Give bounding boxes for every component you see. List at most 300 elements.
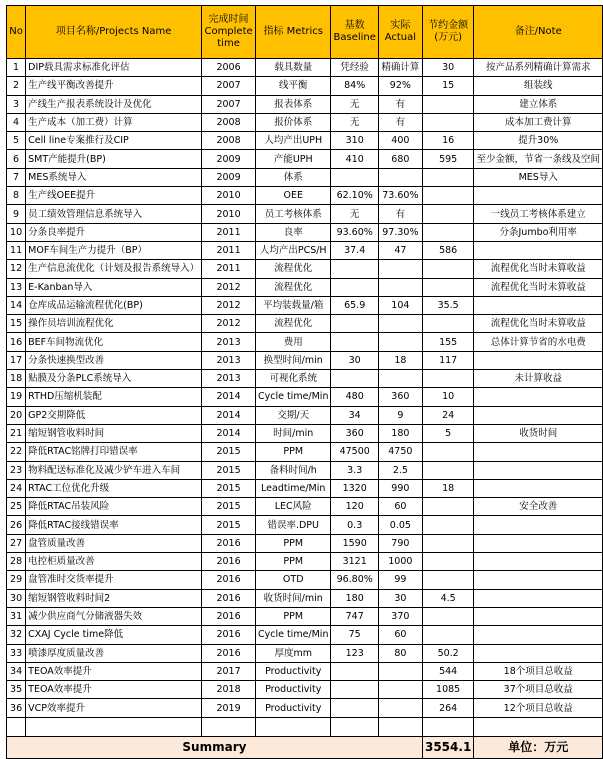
cell-actual — [378, 260, 422, 278]
cell-actual: 60 — [378, 498, 422, 516]
cell-project-name: BEF车间物流优化 — [26, 333, 202, 351]
cell-note: 按产品系列精确计算需求 — [474, 59, 603, 77]
cell-no: 22 — [7, 443, 26, 461]
table-row — [7, 406, 603, 424]
cell-complete-time: 2008 — [202, 132, 256, 150]
cell-project-name: 生产线OEE提升 — [26, 187, 202, 205]
cell-no: 2 — [7, 77, 26, 95]
cell-complete-time: 2019 — [202, 699, 256, 717]
cell-metric: 换型时间/min — [255, 351, 331, 369]
cell-saving — [422, 607, 474, 625]
cell-saving — [422, 534, 474, 552]
table-row — [7, 644, 603, 662]
cell-actual: 有 — [378, 113, 422, 131]
cell-saving — [422, 95, 474, 113]
cell-metric: 错误率.DPU — [255, 516, 331, 534]
cell-no: 24 — [7, 479, 26, 497]
blank-cell — [202, 717, 256, 736]
cell-baseline — [331, 370, 378, 388]
cell-note — [474, 644, 603, 662]
cell-baseline — [331, 699, 378, 717]
cell-no: 6 — [7, 150, 26, 168]
cell-saving — [422, 370, 474, 388]
cell-no: 36 — [7, 699, 26, 717]
cell-metric: 员工考核体系 — [255, 205, 331, 223]
cell-no: 10 — [7, 223, 26, 241]
cell-note — [474, 187, 603, 205]
cell-no: 12 — [7, 260, 26, 278]
cell-complete-time: 2015 — [202, 461, 256, 479]
cell-no: 4 — [7, 113, 26, 131]
cell-baseline: 62.10% — [331, 187, 378, 205]
cell-no: 21 — [7, 424, 26, 442]
cell-saving: 50.2 — [422, 644, 474, 662]
cell-no: 9 — [7, 205, 26, 223]
cell-complete-time: 2016 — [202, 607, 256, 625]
cell-baseline: 3.3 — [331, 461, 378, 479]
cell-no: 28 — [7, 553, 26, 571]
cell-note: 37个项目总收益 — [474, 681, 603, 699]
cell-saving: 595 — [422, 150, 474, 168]
cell-complete-time: 2006 — [202, 59, 256, 77]
cell-saving — [422, 626, 474, 644]
cell-actual — [378, 278, 422, 296]
header-complete-time: 完成时间 Complete time — [202, 6, 256, 59]
cell-project-name: GP2交期降低 — [26, 406, 202, 424]
cell-no: 18 — [7, 370, 26, 388]
cell-baseline — [331, 333, 378, 351]
cell-project-name: 降低RTAC吊装风险 — [26, 498, 202, 516]
cell-complete-time: 2013 — [202, 333, 256, 351]
cell-project-name: RTHD压缩机装配 — [26, 388, 202, 406]
cell-complete-time: 2017 — [202, 662, 256, 680]
cell-actual: 30 — [378, 589, 422, 607]
cell-note: 总体计算节省的水电费 — [474, 333, 603, 351]
table-row — [7, 370, 603, 388]
cell-baseline: 310 — [331, 132, 378, 150]
cell-metric: 人均产出PCS/H — [255, 241, 331, 259]
cell-saving: 15 — [422, 77, 474, 95]
cell-metric: 流程优化 — [255, 260, 331, 278]
cell-metric: PPM — [255, 607, 331, 625]
cell-baseline — [331, 168, 378, 186]
cell-actual: 0.05 — [378, 516, 422, 534]
cell-note: 安全改善 — [474, 498, 603, 516]
cell-actual: 2.5 — [378, 461, 422, 479]
table-row — [7, 333, 603, 351]
cell-metric: 载具数量 — [255, 59, 331, 77]
cell-complete-time: 2016 — [202, 644, 256, 662]
cell-saving: 16 — [422, 132, 474, 150]
cell-actual: 360 — [378, 388, 422, 406]
cell-actual: 680 — [378, 150, 422, 168]
cell-actual: 97.30% — [378, 223, 422, 241]
cell-metric: 流程优化 — [255, 278, 331, 296]
cell-actual: 99 — [378, 571, 422, 589]
cell-complete-time: 2011 — [202, 241, 256, 259]
cell-no: 23 — [7, 461, 26, 479]
cell-saving: 1085 — [422, 681, 474, 699]
cell-complete-time: 2007 — [202, 95, 256, 113]
cell-actual: 80 — [378, 644, 422, 662]
cell-actual: 精确计算 — [378, 59, 422, 77]
cell-complete-time: 2014 — [202, 406, 256, 424]
blank-cell — [7, 717, 26, 736]
cell-metric: OEE — [255, 187, 331, 205]
table-row — [7, 589, 603, 607]
cell-metric: Cycle time/Min — [255, 626, 331, 644]
cell-metric: 收货时间/min — [255, 589, 331, 607]
cell-note: 流程优化当时未算收益 — [474, 260, 603, 278]
table-row — [7, 461, 603, 479]
cell-baseline: 37.4 — [331, 241, 378, 259]
cell-note — [474, 607, 603, 625]
cell-no: 20 — [7, 406, 26, 424]
cell-note: 分条Jumbo利用率 — [474, 223, 603, 241]
cell-project-name: 产线生产报表系统设计及优化 — [26, 95, 202, 113]
header-saving: 节约金额 (万元) — [422, 6, 474, 59]
table-row — [7, 388, 603, 406]
cell-project-name: TEOA效率提升 — [26, 681, 202, 699]
cell-baseline: 30 — [331, 351, 378, 369]
cell-no: 29 — [7, 571, 26, 589]
cell-saving: 24 — [422, 406, 474, 424]
cell-metric: Productivity — [255, 681, 331, 699]
cell-actual — [378, 333, 422, 351]
cell-baseline: 75 — [331, 626, 378, 644]
cell-baseline: 34 — [331, 406, 378, 424]
table-row — [7, 113, 603, 131]
table-row — [7, 205, 603, 223]
cell-actual: 有 — [378, 95, 422, 113]
table-row — [7, 315, 603, 333]
cell-metric: 备料时间/h — [255, 461, 331, 479]
cell-saving — [422, 278, 474, 296]
cell-note — [474, 479, 603, 497]
cell-no: 34 — [7, 662, 26, 680]
table-row — [7, 534, 603, 552]
cell-note: 18个项目总收益 — [474, 662, 603, 680]
cell-no: 13 — [7, 278, 26, 296]
blank-cell — [26, 717, 202, 736]
cell-saving — [422, 461, 474, 479]
blank-cell — [255, 717, 331, 736]
table-row — [7, 132, 603, 150]
cell-complete-time: 2014 — [202, 424, 256, 442]
cell-complete-time: 2016 — [202, 589, 256, 607]
cell-project-name: 员工绩效管理信息系统导入 — [26, 205, 202, 223]
cell-project-name: DIP载具需求标准化评估 — [26, 59, 202, 77]
cell-note — [474, 351, 603, 369]
cell-complete-time: 2012 — [202, 315, 256, 333]
cell-saving: 264 — [422, 699, 474, 717]
table-row — [7, 223, 603, 241]
cell-note: 建立体系 — [474, 95, 603, 113]
cell-actual — [378, 370, 422, 388]
table-row — [7, 296, 603, 314]
cell-no: 25 — [7, 498, 26, 516]
cell-metric: PPM — [255, 553, 331, 571]
cell-project-name: 操作员培训流程优化 — [26, 315, 202, 333]
cell-no: 26 — [7, 516, 26, 534]
cell-saving: 18 — [422, 479, 474, 497]
cell-metric: PPM — [255, 534, 331, 552]
cell-complete-time: 2012 — [202, 296, 256, 314]
cell-complete-time: 2012 — [202, 278, 256, 296]
cell-metric: LEC风险 — [255, 498, 331, 516]
cell-note — [474, 571, 603, 589]
cell-baseline: 无 — [331, 95, 378, 113]
table-row — [7, 260, 603, 278]
cell-baseline: 无 — [331, 205, 378, 223]
cell-saving: 5 — [422, 424, 474, 442]
summary-total: 3554.1 — [422, 736, 474, 758]
header-actual: 实际 Actual — [378, 6, 422, 59]
header-baseline: 基数 Baseline — [331, 6, 378, 59]
cell-note: 成本加工费计算 — [474, 113, 603, 131]
summary-row — [7, 736, 603, 758]
cell-saving — [422, 113, 474, 131]
blank-cell — [378, 717, 422, 736]
table-row — [7, 187, 603, 205]
cell-metric: 报表体系 — [255, 95, 331, 113]
cell-no: 17 — [7, 351, 26, 369]
table-row — [7, 681, 603, 699]
table-row — [7, 626, 603, 644]
cell-complete-time: 2016 — [202, 626, 256, 644]
cell-project-name: 分条快速换型改善 — [26, 351, 202, 369]
table-row — [7, 553, 603, 571]
cell-note — [474, 516, 603, 534]
cell-complete-time: 2013 — [202, 370, 256, 388]
cell-project-name: 缩短钢管收料时间2 — [26, 589, 202, 607]
cell-metric: 良率 — [255, 223, 331, 241]
cell-actual: 180 — [378, 424, 422, 442]
cell-complete-time: 2013 — [202, 351, 256, 369]
cell-note — [474, 406, 603, 424]
cell-baseline: 84% — [331, 77, 378, 95]
cell-actual — [378, 168, 422, 186]
cell-project-name: VCP效率提升 — [26, 699, 202, 717]
cell-baseline: 123 — [331, 644, 378, 662]
cell-actual — [378, 662, 422, 680]
cell-actual: 370 — [378, 607, 422, 625]
cell-actual: 4750 — [378, 443, 422, 461]
cell-saving — [422, 516, 474, 534]
cell-note — [474, 589, 603, 607]
cell-project-name: 贴膜及分条PLC系统导入 — [26, 370, 202, 388]
cell-no: 14 — [7, 296, 26, 314]
cell-complete-time: 2015 — [202, 516, 256, 534]
cell-metric: 流程优化 — [255, 315, 331, 333]
table-row — [7, 424, 603, 442]
cell-baseline: 1320 — [331, 479, 378, 497]
cell-metric: 体系 — [255, 168, 331, 186]
cell-actual: 400 — [378, 132, 422, 150]
cell-note: 提升30% — [474, 132, 603, 150]
cell-no: 15 — [7, 315, 26, 333]
table-row — [7, 516, 603, 534]
cell-actual: 47 — [378, 241, 422, 259]
cell-complete-time: 2011 — [202, 260, 256, 278]
cell-project-name: 电控柜质量改善 — [26, 553, 202, 571]
cell-saving: 586 — [422, 241, 474, 259]
cell-actual: 990 — [378, 479, 422, 497]
cell-no: 11 — [7, 241, 26, 259]
table-row — [7, 498, 603, 516]
cell-actual: 104 — [378, 296, 422, 314]
cell-project-name: 物料配送标准化及减少铲车进入车间 — [26, 461, 202, 479]
table-row — [7, 59, 603, 77]
summary-label: Summary — [7, 736, 423, 758]
cell-note: 12个项目总收益 — [474, 699, 603, 717]
cell-no: 5 — [7, 132, 26, 150]
cell-metric: 报价体系 — [255, 113, 331, 131]
cell-no: 19 — [7, 388, 26, 406]
summary-unit: 单位：万元 — [474, 736, 603, 758]
cell-project-name: 缩短钢管收料时间 — [26, 424, 202, 442]
cell-baseline: 120 — [331, 498, 378, 516]
cell-project-name: 生产信息流优化（计划及报告系统导入） — [26, 260, 202, 278]
table-body — [7, 59, 603, 718]
cell-baseline — [331, 260, 378, 278]
table-row — [7, 607, 603, 625]
cell-complete-time: 2015 — [202, 443, 256, 461]
cell-note — [474, 534, 603, 552]
cell-note — [474, 553, 603, 571]
cell-project-name: MOF车间生产力提升（BP） — [26, 241, 202, 259]
cell-no: 33 — [7, 644, 26, 662]
blank-cell — [331, 717, 378, 736]
table-row — [7, 278, 603, 296]
blank-cell — [474, 717, 603, 736]
cell-baseline: 360 — [331, 424, 378, 442]
cell-baseline — [331, 662, 378, 680]
cell-metric: Productivity — [255, 699, 331, 717]
cell-note — [474, 461, 603, 479]
cell-saving — [422, 571, 474, 589]
cell-note: 流程优化当时未算收益 — [474, 278, 603, 296]
cell-metric: Productivity — [255, 662, 331, 680]
table-row — [7, 95, 603, 113]
cell-baseline: 47500 — [331, 443, 378, 461]
cell-project-name: 减少供应商气分储液器失效 — [26, 607, 202, 625]
cell-baseline: 65.9 — [331, 296, 378, 314]
cell-no: 31 — [7, 607, 26, 625]
cell-saving: 30 — [422, 59, 474, 77]
cell-actual — [378, 315, 422, 333]
cell-no: 32 — [7, 626, 26, 644]
cell-metric: 线平衡 — [255, 77, 331, 95]
cell-baseline: 凭经验 — [331, 59, 378, 77]
cell-no: 1 — [7, 59, 26, 77]
cell-no: 3 — [7, 95, 26, 113]
cell-metric: OTD — [255, 571, 331, 589]
cell-complete-time: 2007 — [202, 77, 256, 95]
cell-note: 未计算收益 — [474, 370, 603, 388]
cell-metric: 产能UPH — [255, 150, 331, 168]
cell-note — [474, 388, 603, 406]
cell-actual: 1000 — [378, 553, 422, 571]
cell-complete-time: 2018 — [202, 681, 256, 699]
blank-cell — [422, 717, 474, 736]
cell-saving — [422, 260, 474, 278]
cell-metric: PPM — [255, 443, 331, 461]
cell-project-name: Cell line专案推行及CIP — [26, 132, 202, 150]
cell-saving — [422, 315, 474, 333]
table-row — [7, 168, 603, 186]
cell-project-name: 降低RTAC接线错误率 — [26, 516, 202, 534]
cell-actual: 18 — [378, 351, 422, 369]
cell-baseline — [331, 278, 378, 296]
cell-complete-time: 2014 — [202, 388, 256, 406]
cell-baseline: 无 — [331, 113, 378, 131]
cell-actual: 有 — [378, 205, 422, 223]
header-metrics: 指标 Metrics — [255, 6, 331, 59]
cell-actual — [378, 699, 422, 717]
table-row — [7, 443, 603, 461]
cell-project-name: E-Kanban导入 — [26, 278, 202, 296]
cell-no: 35 — [7, 681, 26, 699]
cell-complete-time: 2016 — [202, 571, 256, 589]
cell-complete-time: 2015 — [202, 498, 256, 516]
table-row — [7, 77, 603, 95]
cell-baseline: 410 — [331, 150, 378, 168]
cell-complete-time: 2016 — [202, 534, 256, 552]
cell-metric: 时间/min — [255, 424, 331, 442]
header-row — [7, 6, 603, 59]
cell-saving — [422, 553, 474, 571]
cell-saving: 35.5 — [422, 296, 474, 314]
cell-project-name: 喷漆厚度质量改善 — [26, 644, 202, 662]
cell-no: 7 — [7, 168, 26, 186]
cell-saving — [422, 168, 474, 186]
cell-note: 至少金额，节省一条线及空间 — [474, 150, 603, 168]
cell-note: 组装线 — [474, 77, 603, 95]
cell-project-name: 生产线平衡改善提升 — [26, 77, 202, 95]
cell-baseline: 96.80% — [331, 571, 378, 589]
cell-project-name: 降低RTAC铭牌打印错误率 — [26, 443, 202, 461]
cell-actual: 73.60% — [378, 187, 422, 205]
cell-complete-time: 2010 — [202, 187, 256, 205]
cell-complete-time: 2015 — [202, 479, 256, 497]
cell-project-name: SMT产能提升(BP) — [26, 150, 202, 168]
cell-saving: 4.5 — [422, 589, 474, 607]
cell-note — [474, 626, 603, 644]
cell-note — [474, 241, 603, 259]
cell-saving: 544 — [422, 662, 474, 680]
table-row — [7, 571, 603, 589]
cell-note: 流程优化当时未算收益 — [474, 315, 603, 333]
cell-actual: 60 — [378, 626, 422, 644]
cell-note — [474, 296, 603, 314]
table-row — [7, 150, 603, 168]
header-no: No — [7, 6, 26, 59]
cell-actual: 790 — [378, 534, 422, 552]
cell-metric: 交期/天 — [255, 406, 331, 424]
cell-metric: Cycle time/Min — [255, 388, 331, 406]
table-row — [7, 699, 603, 717]
blank-row — [7, 717, 603, 736]
cell-project-name: 盘管质量改善 — [26, 534, 202, 552]
cell-note: 收货时间 — [474, 424, 603, 442]
cell-saving: 117 — [422, 351, 474, 369]
cell-metric: Leadtime/Min — [255, 479, 331, 497]
cell-project-name: CXAJ Cycle time降低 — [26, 626, 202, 644]
cell-project-name: 仓库成品运输流程优化(BP) — [26, 296, 202, 314]
header-project-name: 项目名称/Projects Name — [26, 6, 202, 59]
cell-baseline: 1590 — [331, 534, 378, 552]
